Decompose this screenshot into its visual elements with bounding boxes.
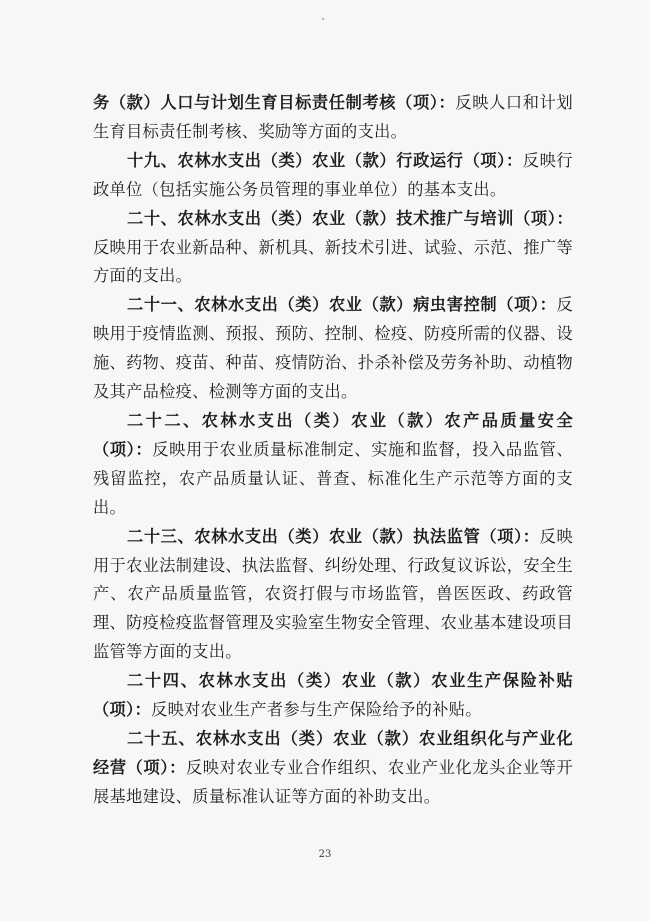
paragraph-text: 反映人口和计划生育目标责任制考核、奖励等方面的支出。 <box>93 93 573 141</box>
paragraph-text: 反映用于农业质量标准制定、实施和监督，投入品监管、残留监控，农产品质量认证、普查、标准化生产示范等方面的支出。 <box>93 439 573 517</box>
paragraph-heading: 二十四、农林水支出（类）农业（款）农业生产保险补贴（项）： <box>93 671 573 720</box>
document-body <box>93 89 573 812</box>
paragraph-text: 反映用于农业新品种、新机具、新技术引进、试验、示范、推广等方面的支出。 <box>93 237 573 286</box>
paragraph-heading: 二十三、农林水支出（类）农业（款）执法监管（项）： <box>127 526 540 546</box>
paragraph-text: 反映用于农业法制建设、执法监督、纠纷处理、行政复议诉讼，安全生产、农产品质量监管，农资打假与市场监管，兽医医政、药政管理、防疫检疫监督管理及实验室生物安全管理、农业基本建设项目监管等方面的支出。 <box>93 526 573 662</box>
paragraph-heading: 二十二、农林水支出（类）农业（款）农产品质量安全（项）： <box>93 410 573 459</box>
paragraph-text: 反映对农业生产者参与生产保险给予的补贴。 <box>151 700 482 720</box>
paragraph-heading: 务（款）人口与计划生育目标责任制考核（项）： <box>93 93 456 112</box>
scan-speck <box>322 18 324 20</box>
paragraph-heading: 十九、农林水支出（类）农业（款）行政运行（项）： <box>127 150 523 170</box>
paragraph-text: 反映对农业专业合作组织、农业产业化龙头企业等开展基地建设、质量标准认证等方面的补助支出。 <box>93 757 573 806</box>
paragraph-continuation <box>93 89 573 147</box>
paragraph-heading: 二十一、农林水支出（类）农业（款）病虫害控制（项）： <box>127 295 557 315</box>
paragraph-item-25 <box>93 725 573 812</box>
paragraph-text: 反映行政单位（包括实施公务员管理的事业单位）的基本支出。 <box>93 150 573 199</box>
paragraph-item-23 <box>93 523 573 668</box>
paragraph-text: 反映用于疫情监测、预报、预防、控制、检疫、防疫所需的仪器、设施、药物、疫苗、种苗、疫情防治、扑杀补偿及劳务补助、动植物及其产品检疫、检测等方面的支出。 <box>93 295 573 402</box>
paragraph-heading: 二十五、农林水支出（类）农业（款）农业组织化与产业化经营（项）： <box>93 728 573 777</box>
paragraph-heading: 二十、农林水支出（类）农业（款）技术推广与培训（项）： <box>127 208 573 228</box>
paragraph-item-21 <box>93 291 573 407</box>
paragraph-item-20 <box>93 205 573 292</box>
paragraph-item-19 <box>93 147 573 205</box>
page-number: 23 <box>318 849 332 860</box>
paragraph-item-22 <box>93 407 573 523</box>
paragraph-item-24 <box>93 667 573 725</box>
